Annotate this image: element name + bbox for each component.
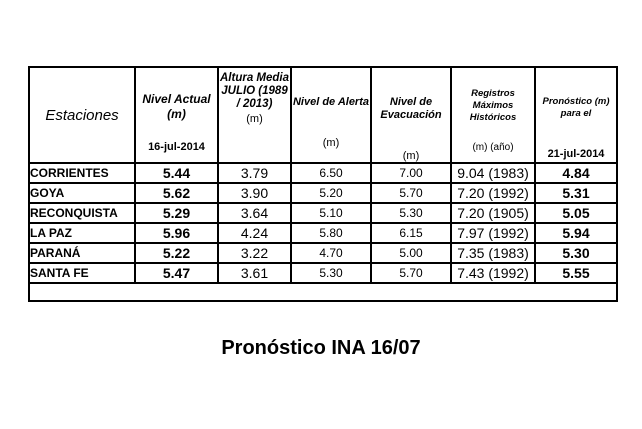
table-row <box>29 203 617 223</box>
header-nivel-evacuacion <box>371 67 451 163</box>
altura-media-value: 3.61 <box>218 263 291 283</box>
registro-value: 7.97 (1992) <box>451 223 535 243</box>
altura-media-value: 3.79 <box>218 163 291 183</box>
nivel-evacuacion-value: 5.70 <box>371 183 451 203</box>
header-nivel-alerta <box>291 67 371 163</box>
altura-media-value: 3.64 <box>218 203 291 223</box>
registro-value: 7.43 (1992) <box>451 263 535 283</box>
header-estaciones: Estaciones <box>29 67 135 163</box>
nivel-alerta-value: 5.80 <box>291 223 371 243</box>
table-row <box>29 263 617 283</box>
station-name: LA PAZ <box>29 223 135 243</box>
nivel-actual-value: 5.47 <box>135 263 218 283</box>
header-nivel-actual-label: Nivel Actual (m) <box>142 92 211 121</box>
altura-media-value: 3.90 <box>218 183 291 203</box>
pronostico-value: 5.31 <box>535 183 617 203</box>
header-altura-media-unit: (m) <box>246 113 263 125</box>
registro-value: 7.20 (1905) <box>451 203 535 223</box>
header-altura-media <box>218 67 291 163</box>
station-name: CORRIENTES <box>29 163 135 183</box>
header-nivel-alerta-unit: (m) <box>322 137 340 149</box>
table-row <box>29 243 617 263</box>
nivel-evacuacion-value: 5.70 <box>371 263 451 283</box>
header-nivel-actual <box>135 67 218 163</box>
header-registros <box>451 67 535 163</box>
station-name: RECONQUISTA <box>29 203 135 223</box>
caption: Pronóstico INA 16/07 <box>221 337 421 359</box>
station-name: PARANÁ <box>29 243 135 263</box>
header-pronostico-date: 21-jul-2014 <box>547 148 605 160</box>
header-pronostico <box>535 67 617 163</box>
pronostico-value: 5.94 <box>535 223 617 243</box>
altura-media-value: 4.24 <box>218 223 291 243</box>
nivel-alerta-value: 6.50 <box>291 163 371 183</box>
header-pronostico-label: Pronóstico (m) para el <box>542 96 610 119</box>
nivel-alerta-value: 5.20 <box>291 183 371 203</box>
header-nivel-actual-date: 16-jul-2014 <box>148 141 205 153</box>
nivel-actual-value: 5.44 <box>135 163 218 183</box>
station-name: SANTA FE <box>29 263 135 283</box>
table-row <box>29 223 617 243</box>
nivel-alerta-value: 5.10 <box>291 203 371 223</box>
altura-media-value: 3.22 <box>218 243 291 263</box>
nivel-evacuacion-value: 5.00 <box>371 243 451 263</box>
registro-value: 7.35 (1983) <box>451 243 535 263</box>
nivel-evacuacion-value: 5.30 <box>371 203 451 223</box>
header-registros-unit: (m) (año) <box>472 142 514 153</box>
header-row <box>29 67 617 163</box>
header-nivel-evacuacion-unit: (m) <box>402 150 420 162</box>
blank-row <box>29 283 617 301</box>
pronostico-value: 5.05 <box>535 203 617 223</box>
header-registros-label: Registros Máximos Históricos <box>469 88 517 123</box>
table-row <box>29 183 617 203</box>
nivel-actual-value: 5.62 <box>135 183 218 203</box>
header-nivel-evacuacion-label: Nivel de Evacuación <box>380 96 442 121</box>
blank-cell <box>29 283 617 301</box>
nivel-evacuacion-value: 6.15 <box>371 223 451 243</box>
nivel-alerta-value: 4.70 <box>291 243 371 263</box>
pronostico-value: 4.84 <box>535 163 617 183</box>
registro-value: 7.20 (1992) <box>451 183 535 203</box>
header-altura-media-label: Altura Media JULIO (1989 / 2013) <box>219 72 289 110</box>
registro-value: 9.04 (1983) <box>451 163 535 183</box>
pronostico-value: 5.55 <box>535 263 617 283</box>
nivel-actual-value: 5.96 <box>135 223 218 243</box>
nivel-evacuacion-value: 7.00 <box>371 163 451 183</box>
table-row <box>29 163 617 183</box>
forecast-table <box>28 66 618 302</box>
station-name: GOYA <box>29 183 135 203</box>
nivel-alerta-value: 5.30 <box>291 263 371 283</box>
pronostico-value: 5.30 <box>535 243 617 263</box>
header-nivel-alerta-label: Nivel de Alerta <box>292 96 369 108</box>
nivel-actual-value: 5.22 <box>135 243 218 263</box>
nivel-actual-value: 5.29 <box>135 203 218 223</box>
